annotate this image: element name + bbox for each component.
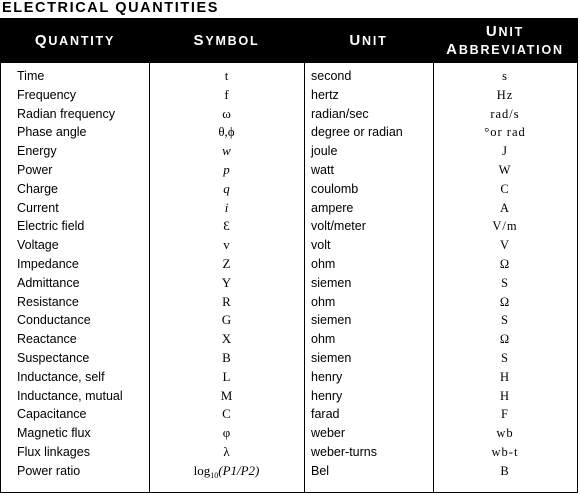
table-row bbox=[1, 142, 577, 161]
quantity-cell: Energy bbox=[17, 144, 57, 159]
abbreviation-cell: V bbox=[499, 238, 511, 253]
table-header bbox=[1, 19, 577, 63]
table-row bbox=[1, 236, 577, 255]
table-row bbox=[1, 255, 577, 274]
abbreviation-cell: Ω bbox=[499, 332, 511, 347]
abbreviation-cell: V/m bbox=[492, 219, 518, 234]
table-row bbox=[1, 161, 577, 180]
quantity-cell: Reactance bbox=[17, 332, 77, 347]
unit-cell: siemen bbox=[311, 313, 352, 328]
symbol-cell: i bbox=[224, 199, 229, 215]
abbreviation-cell: F bbox=[501, 407, 509, 422]
quantity-cell: Conductance bbox=[17, 313, 91, 328]
abbreviation-cell: H bbox=[499, 388, 511, 403]
symbol-cell: L bbox=[222, 368, 231, 384]
table-row bbox=[1, 199, 577, 218]
table-row bbox=[1, 217, 577, 236]
symbol-cell: λ bbox=[223, 443, 230, 459]
symbol-cell: Ɛ bbox=[223, 218, 230, 234]
table-row bbox=[1, 424, 577, 443]
symbol-cell: Y bbox=[221, 274, 232, 290]
quantity-cell: Time bbox=[17, 69, 45, 83]
table-row bbox=[1, 123, 577, 142]
table-row bbox=[1, 274, 577, 293]
unit-cell: henry bbox=[311, 369, 343, 384]
abbreviation-cell: Ω bbox=[499, 256, 511, 271]
quantity-cell: Phase angle bbox=[17, 125, 87, 140]
symbol-cell: p bbox=[223, 161, 230, 177]
symbol-cell: t bbox=[224, 68, 229, 83]
unit-cell: volt/meter bbox=[311, 219, 366, 234]
abbreviation-cell: s bbox=[502, 69, 508, 83]
unit-cell: volt bbox=[311, 238, 331, 253]
symbol-subscript: 10 bbox=[210, 470, 219, 480]
table-row bbox=[1, 311, 577, 330]
unit-cell: coulomb bbox=[311, 181, 359, 196]
abbreviation-cell: wb bbox=[496, 426, 514, 441]
abbreviation-cell: H bbox=[499, 369, 511, 384]
table-row bbox=[1, 330, 577, 349]
abbreviation-cell: B bbox=[500, 463, 510, 478]
unit-cell: ohm bbox=[311, 332, 336, 347]
symbol-cell: R bbox=[222, 293, 231, 309]
symbol-argument: (P1/P2) bbox=[218, 462, 260, 478]
quantity-cell: Voltage bbox=[17, 238, 59, 253]
quantity-cell: Electric field bbox=[17, 219, 85, 234]
table-row bbox=[1, 293, 577, 312]
symbol-cell: φ bbox=[222, 425, 231, 441]
header-unit: UNIT bbox=[349, 32, 388, 49]
quantity-cell: Suspectance bbox=[17, 350, 90, 365]
quantity-cell: Frequency bbox=[17, 87, 77, 102]
abbreviation-cell: °or rad bbox=[484, 125, 526, 140]
unit-cell: farad bbox=[311, 407, 340, 422]
symbol-cell: w bbox=[222, 143, 231, 159]
unit-cell: ampere bbox=[311, 200, 354, 215]
quantity-cell: Power ratio bbox=[17, 463, 81, 478]
table-body bbox=[1, 67, 577, 481]
quantity-cell: Inductance, mutual bbox=[17, 388, 123, 403]
quantity-cell: Impedance bbox=[17, 256, 79, 271]
table-row bbox=[1, 368, 577, 387]
unit-cell: weber-turns bbox=[311, 444, 377, 459]
abbreviation-cell: S bbox=[501, 350, 509, 365]
quantity-cell: Current bbox=[17, 200, 59, 215]
unit-cell: radian/sec bbox=[311, 106, 369, 121]
abbreviation-cell: Hz bbox=[496, 87, 514, 102]
unit-cell: ohm bbox=[311, 256, 336, 271]
symbol-cell bbox=[149, 462, 304, 481]
table-row bbox=[1, 387, 577, 406]
abbreviation-cell: A bbox=[499, 200, 511, 215]
symbol-cell: v bbox=[223, 237, 230, 253]
unit-cell: second bbox=[311, 69, 352, 83]
abbreviation-cell: J bbox=[502, 144, 508, 159]
quantity-cell: Magnetic flux bbox=[17, 426, 91, 441]
symbol-cell: Z bbox=[222, 255, 231, 271]
quantity-cell: Charge bbox=[17, 181, 58, 196]
quantity-cell: Flux linkages bbox=[17, 444, 90, 459]
quantity-cell: Power bbox=[17, 162, 53, 177]
quantities-table bbox=[0, 18, 578, 493]
symbol-cell: ω bbox=[222, 105, 231, 121]
quantity-cell: Radian frequency bbox=[17, 106, 115, 121]
symbol-cell: θ,ϕ bbox=[218, 124, 235, 140]
table-row bbox=[1, 180, 577, 199]
unit-cell: Bel bbox=[311, 463, 330, 478]
table-row bbox=[1, 67, 577, 86]
abbreviation-cell: wb-t bbox=[491, 444, 519, 459]
symbol-cell: M bbox=[220, 387, 233, 403]
table-row bbox=[1, 462, 577, 481]
header-symbol: SYMBOL bbox=[193, 32, 260, 49]
table-row bbox=[1, 443, 577, 462]
header-unit-abbreviation: UNIT ABBREVIATION bbox=[446, 23, 564, 58]
table-row bbox=[1, 105, 577, 124]
header-quantity: QUANTITY bbox=[34, 32, 116, 49]
symbol-cell: B bbox=[222, 349, 231, 365]
unit-cell: hertz bbox=[311, 87, 339, 102]
symbol-cell: X bbox=[221, 331, 232, 347]
unit-cell: degree or radian bbox=[311, 125, 403, 140]
abbreviation-cell: S bbox=[501, 275, 509, 290]
table-row bbox=[1, 405, 577, 424]
table-row bbox=[1, 86, 577, 105]
unit-cell: watt bbox=[311, 162, 334, 177]
abbreviation-cell: C bbox=[500, 181, 510, 196]
page-title: ELECTRICAL QUANTITIES bbox=[2, 0, 220, 16]
symbol-cell: G bbox=[221, 312, 232, 328]
abbreviation-cell: Ω bbox=[499, 294, 511, 309]
quantity-cell: Inductance, self bbox=[17, 369, 105, 384]
quantity-cell: Capacitance bbox=[17, 407, 87, 422]
abbreviation-cell: S bbox=[501, 313, 509, 328]
symbol-cell: q bbox=[223, 180, 230, 196]
table-row bbox=[1, 349, 577, 368]
quantity-cell: Admittance bbox=[17, 275, 80, 290]
unit-cell: siemen bbox=[311, 350, 352, 365]
symbol-cell: C bbox=[222, 406, 231, 422]
symbol-cell: f bbox=[224, 86, 229, 102]
quantity-cell: Resistance bbox=[17, 294, 79, 309]
abbreviation-cell: W bbox=[498, 162, 512, 177]
unit-cell: siemen bbox=[311, 275, 352, 290]
unit-cell: weber bbox=[311, 426, 346, 441]
unit-cell: henry bbox=[311, 388, 343, 403]
unit-cell: joule bbox=[311, 144, 338, 159]
unit-cell: ohm bbox=[311, 294, 336, 309]
symbol-log: log bbox=[193, 462, 211, 478]
abbreviation-cell: rad/s bbox=[490, 106, 520, 121]
